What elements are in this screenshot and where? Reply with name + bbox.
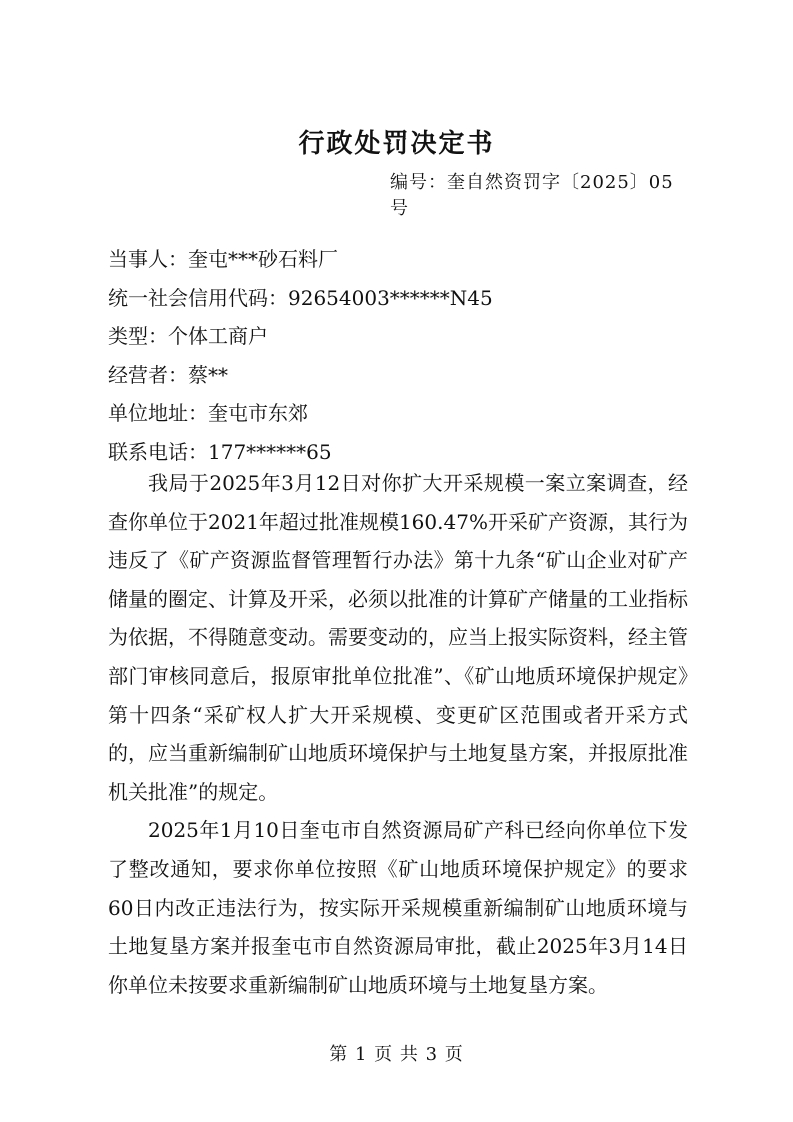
party-address: 单位地址：奎屯市东郊 xyxy=(108,401,308,425)
document-title: 行政处罚决定书 xyxy=(298,129,495,159)
party-operator: 经营者：蔡** xyxy=(108,362,228,387)
party-phone: 联系电话：177******65 xyxy=(108,439,332,464)
body-paragraph: 我局于2025年3月12日对你扩大开采规模一案立案调查，经查你单位于2021年超过批准规模160.47%开采矿产资源，其行为违反了《矿产资源监督管理暂行办法》第十九条“矿山企业对矿产储量的圈定、计算及开采，必须以批准的计算矿产储量的工业指标为依据，不得随意变动。需要变动的，应当上报实际资料，经主管部门审核同意后，报原审批单位批准”、《矿山地质环境保护规定》第十四条“采矿权人扩大开采规模、变更矿区范围或者开采方式的，应当重新编制矿山地质环境保护与土地复垦方案，并报原批准机关批准”的规定。 xyxy=(108,471,688,804)
party-name: 当事人：奎屯***砂石料厂 xyxy=(108,247,338,271)
party-info xyxy=(108,240,688,471)
document-body xyxy=(108,464,688,1004)
party-type: 类型：个体工商户 xyxy=(108,324,268,348)
page-indicator: 第 1 页 共 3 页 xyxy=(329,1044,464,1065)
party-credit-code: 统一社会信用代码：92654003******N45 xyxy=(108,285,493,310)
document-number: 编号：奎自然资罚字〔2025〕05号 xyxy=(390,172,674,219)
body-paragraph: 2025年1月10日奎屯市自然资源局矿产科已经向你单位下发了整改通知，要求你单位按照《矿山地质环境保护规定》的要求60日内改正违法行为，按实际开采规模重新编制矿山地质环境与土地复垦方案并报奎屯市自然资源局审批，截止2025年3月14日你单位未按要求重新编制矿山地质环境与土地复垦方案。 xyxy=(108,818,688,997)
